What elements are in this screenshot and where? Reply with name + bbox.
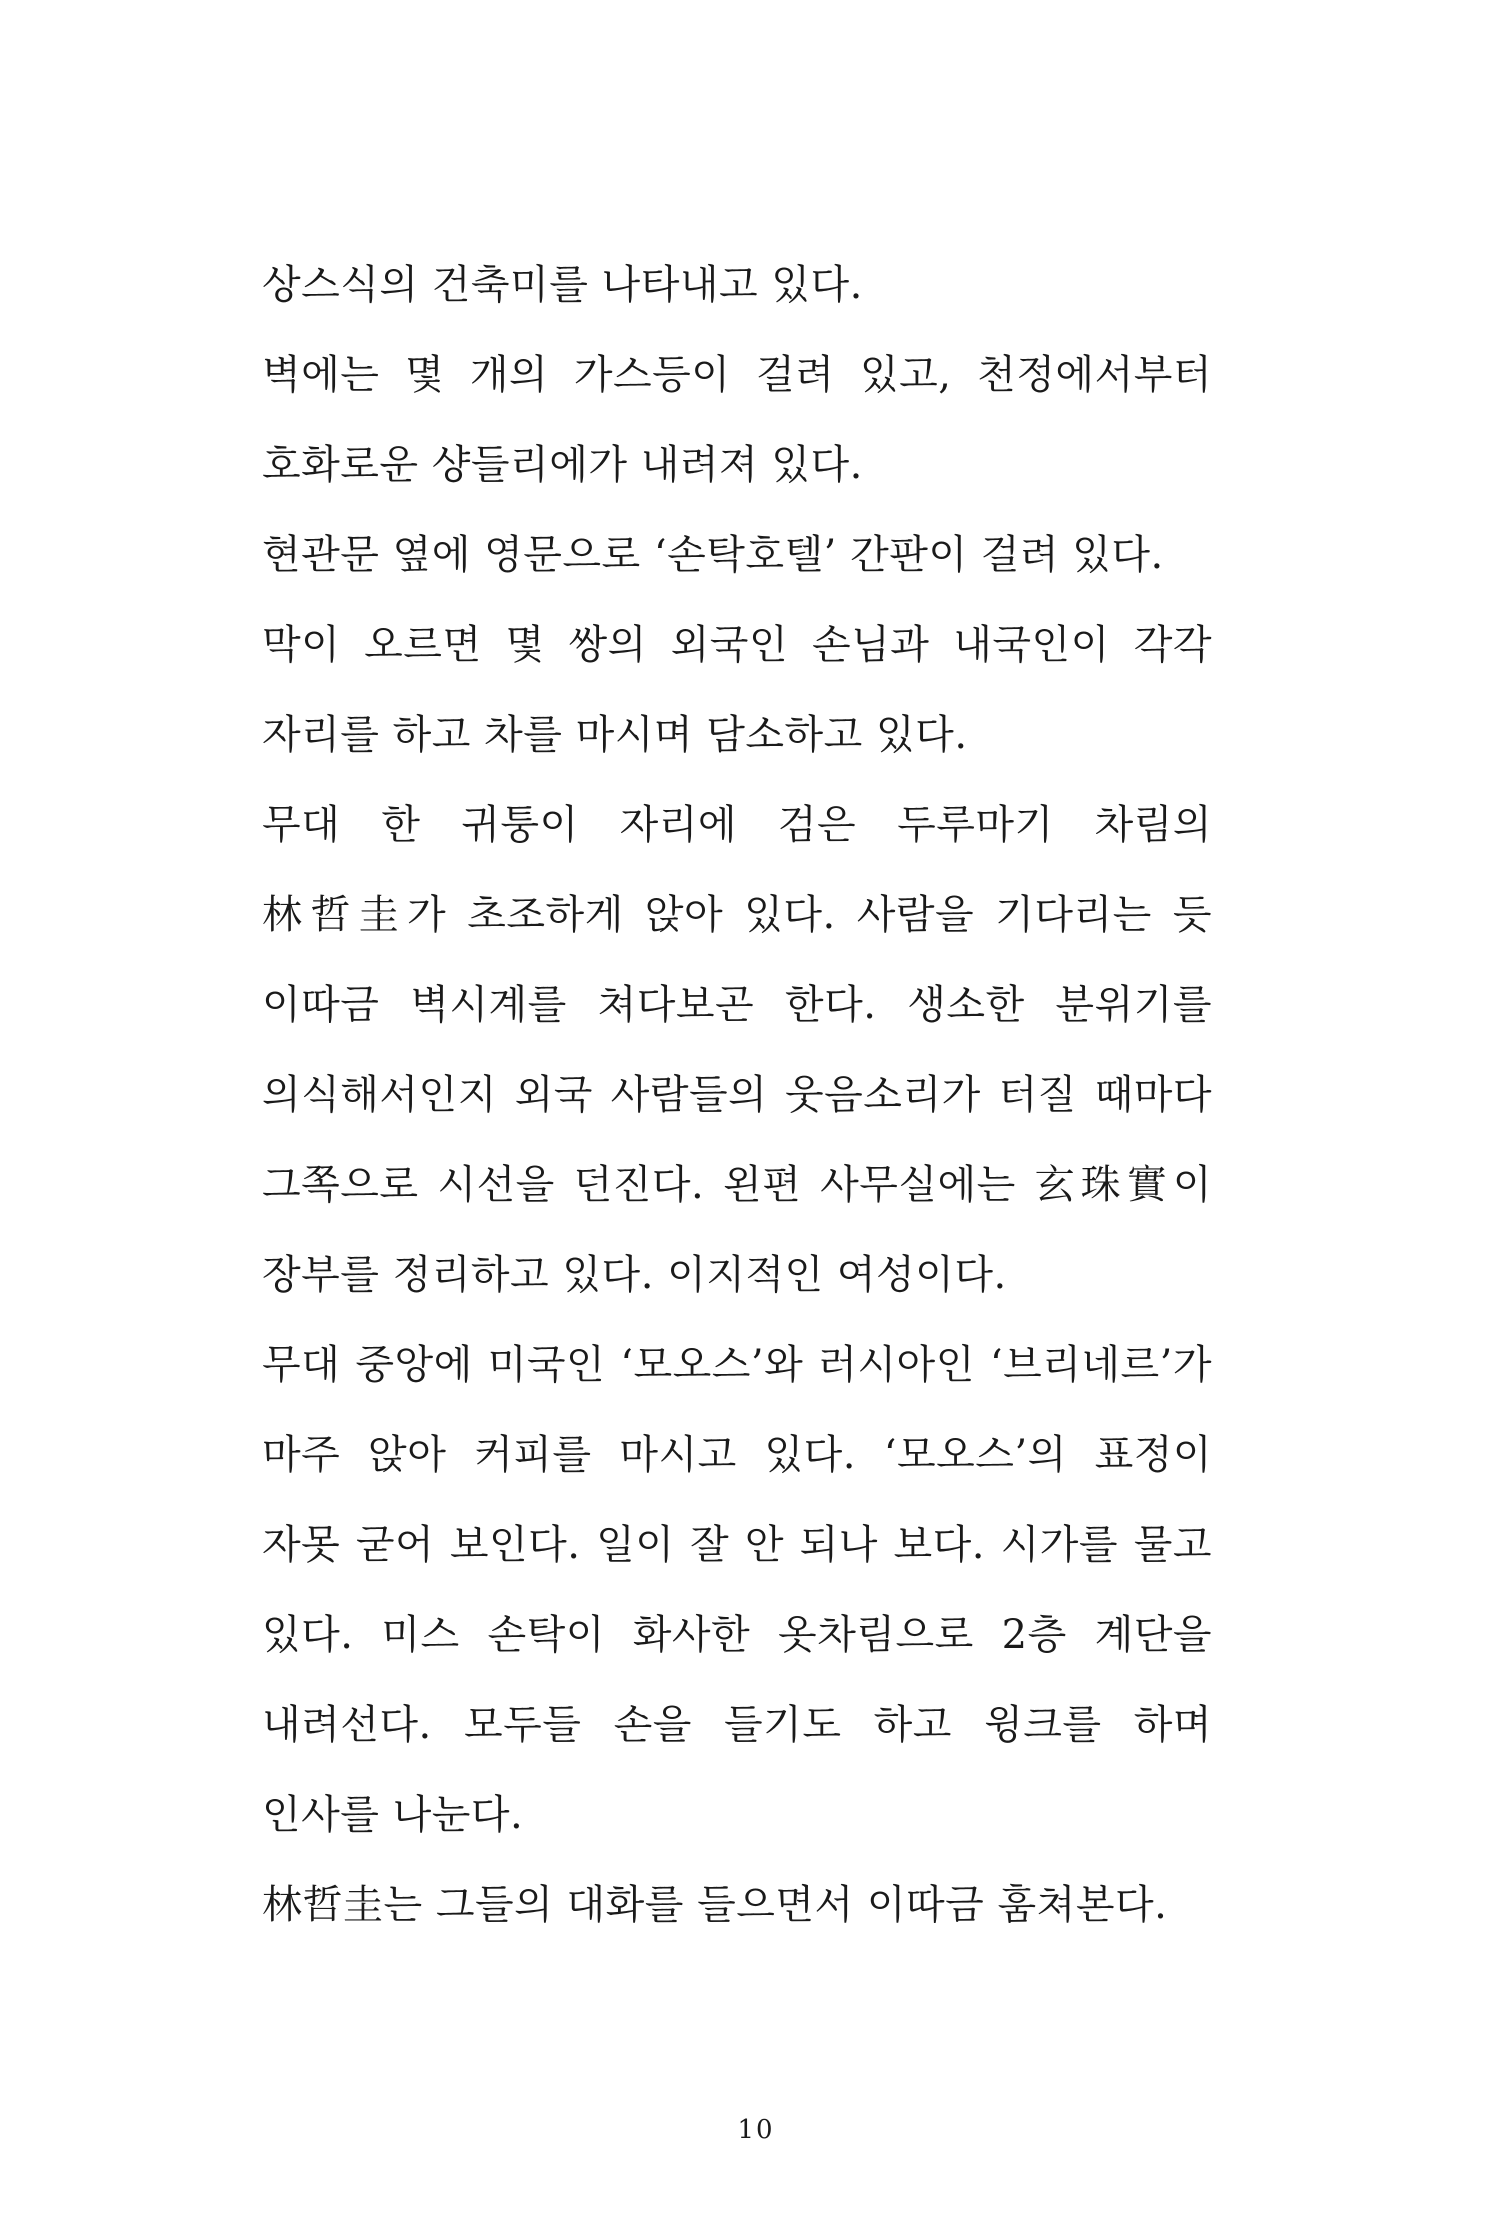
- paragraph-5: 무대 한 귀퉁이 자리에 검은 두루마기 차림의 林哲圭가 초조하게 앉아 있다. 사람을 기다리는 듯 이따금 벽시계를 쳐다보곤 한다. 생소한 분위기를 의식해서인지 외국 사람들의 웃음소리가 터질 때마다 그쪽으로 시선을 던진다. 왼편 사무실에는 玄珠實이 장부를 정리하고 있다. 이지적인 여성이다.: [262, 802, 1212, 1298]
- paragraph-4: 막이 오르면 몇 쌍의 외국인 손님과 내국인이 각각 자리를 하고 차를 마시며 담소하고 있다.: [262, 622, 1212, 758]
- page-body: [262, 240, 1212, 1950]
- paragraph-1: 상스식의 건축미를 나타내고 있다.: [262, 262, 863, 308]
- paragraph-7: 林哲圭는 그들의 대화를 들으면서 이따금 훔쳐본다.: [262, 1882, 1168, 1928]
- paragraph-3: 현관문 옆에 영문으로 ‘손탁호텔’ 간판이 걸려 있다.: [262, 532, 1164, 578]
- paragraph-6: 무대 중앙에 미국인 ‘모오스’와 러시아인 ‘브리네르’가 마주 앉아 커피를 마시고 있다. ‘모오스’의 표정이 자못 굳어 보인다. 일이 잘 안 되나 보다. 시가를 물고 있다. 미스 손탁이 화사한 옷차림으로 2층 계단을 내려선다. 모두들 손을 들기도 하고 윙크를 하며 인사를 나눈다.: [262, 1342, 1212, 1838]
- paragraph-2: 벽에는 몇 개의 가스등이 걸려 있고, 천정에서부터 호화로운 샹들리에가 내려져 있다.: [262, 352, 1212, 488]
- page-number: 10: [737, 2115, 775, 2145]
